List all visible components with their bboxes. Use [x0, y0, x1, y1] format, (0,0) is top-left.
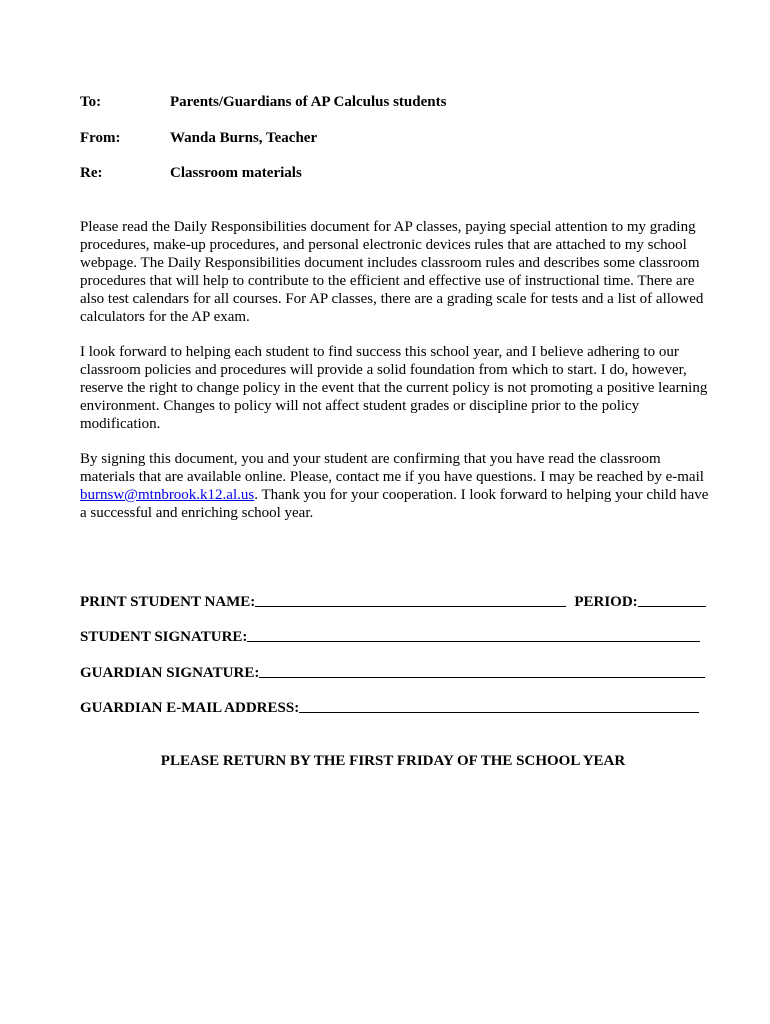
- student-name-row: [80, 575, 710, 611]
- to-row: [80, 93, 700, 129]
- paragraph-confirmation: [80, 450, 710, 522]
- student-name-label: PRINT STUDENT NAME:: [80, 593, 256, 610]
- guardian-signature-row: [80, 646, 710, 682]
- student-signature-field[interactable]: [247, 626, 700, 642]
- letter-body: [80, 218, 710, 539]
- confirmation-text-start: By signing this document, you and your student are confirming that you have read the classroom materials that are available online. Please, contact me if you have questions. I may be reached by e-mail: [80, 451, 704, 485]
- from-row: [80, 129, 700, 165]
- re-label: Re:: [80, 165, 103, 181]
- student-signature-label: STUDENT SIGNATURE:: [80, 629, 248, 645]
- guardian-email-label: GUARDIAN E-MAIL ADDRESS:: [80, 700, 300, 716]
- paragraph-instructions: Please read the Daily Responsibilities document for AP classes, paying special attention to my grading procedures, make-up procedures, and personal electronic devices rules that are attached to my school webpage. The Daily Responsibilities document includes classroom rules and describes some classroom procedures that will help to contribute to the efficient and effective use of instructional time. There are also test calendars for all courses. For AP classes, there are a grading scale for tests and a list of allowed calculators for the AP exam.: [80, 219, 704, 325]
- student-signature-row: [80, 611, 710, 647]
- email-link[interactable]: burnsw@mtnbrook.k12.al.us: [80, 487, 255, 503]
- guardian-email-row: [80, 682, 710, 718]
- student-name-field[interactable]: [255, 591, 566, 607]
- to-label: To:: [80, 94, 102, 110]
- return-note: PLEASE RETURN BY THE FIRST FRIDAY OF THE SCHOOL YEAR: [160, 753, 626, 769]
- guardian-signature-label: GUARDIAN SIGNATURE:: [80, 664, 260, 681]
- from-label: From:: [80, 129, 121, 146]
- re-value: Classroom materials: [170, 165, 302, 181]
- guardian-signature-field[interactable]: [259, 662, 705, 678]
- guardian-email-field[interactable]: [299, 697, 699, 713]
- period-field[interactable]: [638, 591, 706, 607]
- paragraph-policy: I look forward to helping each student to find success this school year, and I believe adhering to our classroom policies and procedures will provide a solid foundation from which to start. I do, however, reserve the right to change policy in the event that the current policy is not promoting a positive learning environment. Changes to policy will not affect student grades or discipline prior to the policy modification.: [80, 344, 708, 432]
- confirmation-text-end: . Thank you for your cooperation. I look forward to helping your child have a successful and enriching school year.: [80, 487, 709, 521]
- to-value: Parents/Guardians of AP Calculus students: [170, 94, 447, 110]
- memo-header: [80, 93, 700, 200]
- signature-form: [80, 575, 710, 717]
- re-row: [80, 164, 700, 200]
- period-label: PERIOD:: [574, 593, 638, 610]
- from-value: Wanda Burns, Teacher: [170, 129, 318, 146]
